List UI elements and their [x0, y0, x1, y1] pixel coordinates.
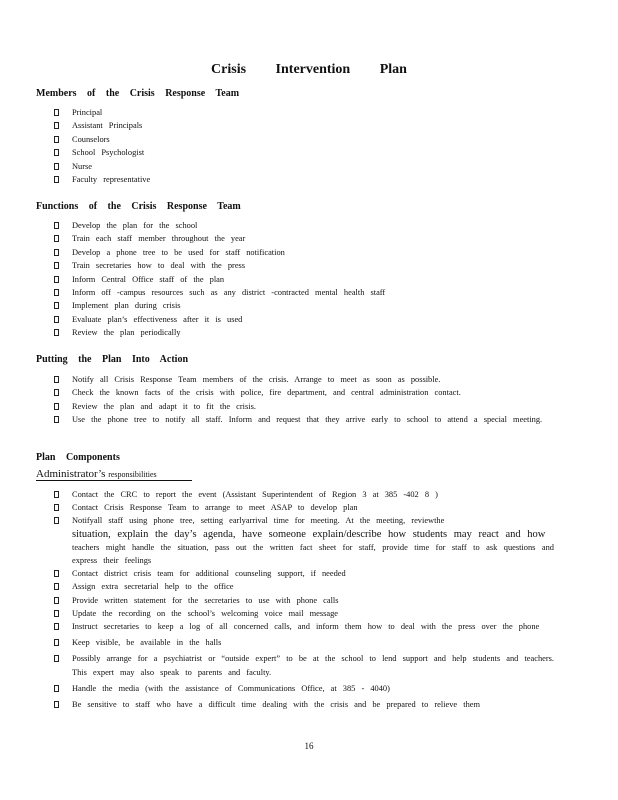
bullet-icon	[54, 517, 59, 524]
list-item: Instruct secretaries to keep a log of all concerned calls, and inform them how to deal with the press over the phone	[54, 620, 554, 633]
bullet-icon	[54, 262, 59, 269]
bullet-icon	[54, 163, 59, 170]
page-title: Crisis Intervention Plan	[211, 62, 407, 77]
bullet-icon	[54, 639, 59, 646]
bullet-icon	[54, 235, 59, 242]
list-item: Review the plan periodically	[54, 326, 554, 339]
list-item: Train secretaries how to deal with the press	[54, 259, 554, 272]
list-item: Provide written statement for the secretaries to use with phone calls	[54, 594, 554, 607]
bullet-icon	[54, 249, 59, 256]
bullet-icon	[54, 109, 59, 116]
list-item: Notify all Crisis Response Team members of the crisis. Arrange to meet as soon as possible.	[54, 373, 554, 386]
list-item: Contact Crisis Response Team to arrange to meet ASAP to develop plan	[54, 501, 554, 514]
list-item: Handle the media (with the assistance of Communications Office, at 385 - 4040)	[54, 682, 554, 695]
bullet-icon	[54, 403, 59, 410]
list-item: Train each staff member throughout the year	[54, 232, 554, 245]
list-item: Counselors	[54, 133, 554, 146]
bullet-icon	[54, 610, 59, 617]
list-item: Update the recording on the school’s welcoming voice mail message	[54, 607, 554, 620]
list-item: Contact the CRC to report the event (Assistant Superintendent of Region 3 at 385 -402 8 )	[54, 488, 554, 501]
bullet-icon	[54, 136, 59, 143]
list-item: Develop a phone tree to be used for staff notification	[54, 246, 554, 259]
bullet-icon	[54, 329, 59, 336]
bullet-icon	[54, 289, 59, 296]
bullet-icon	[54, 570, 59, 577]
list-item: Inform off -campus resources such as any district -contracted mental health staff	[54, 286, 554, 299]
bullet-icon	[54, 176, 59, 183]
bullet-icon	[54, 416, 59, 423]
functions-heading: Functions of the Crisis Response Team	[36, 201, 241, 212]
list-item: Review the plan and adapt it to fit the crisis.	[54, 400, 554, 413]
list-item: Check the known facts of the crisis with police, fire department, and central administration contact.	[54, 386, 554, 399]
list-item: Assign extra secretarial help to the office	[54, 580, 554, 593]
list-item: Keep visible, be available in the halls	[54, 636, 554, 649]
list-item: Notifyall staff using phone tree, setting earlyarrival time for meeting. At the meeting, reviewthe situation, explain the day’s agenda, have someone explain/describe how students may react and how teachers might handle the situation, pass out the written fact sheet for staff, provide time for staff to ask questions and express their feelings	[54, 514, 554, 567]
list-item: Assistant Principals	[54, 119, 554, 132]
list-item: Contact district crisis team for additional counseling support, if needed	[54, 567, 554, 580]
page-number: 16	[304, 741, 314, 751]
list-item: School Psychologist	[54, 146, 554, 159]
bullet-icon	[54, 685, 59, 692]
bullet-icon	[54, 302, 59, 309]
bullet-icon	[54, 149, 59, 156]
bullet-icon	[54, 491, 59, 498]
list-item: Possibly arrange for a psychiatrist or “outside expert” to be at the school to lend support and help students and teachers. This expert may also speak to parents and faculty.	[54, 652, 554, 678]
list-item: Evaluate plan’s effectiveness after it is used	[54, 313, 554, 326]
bullet-icon	[54, 701, 59, 708]
list-item: Inform Central Office staff of the plan	[54, 273, 554, 286]
administrator-responsibilities-subheading: Administrator’s responsibilities	[36, 468, 157, 480]
list-item: Be sensitive to staff who have a difficult time dealing with the crisis and be prepared to relieve them	[54, 698, 554, 711]
list-item: Develop the plan for the school	[54, 219, 554, 232]
bullet-icon	[54, 122, 59, 129]
bullet-icon	[54, 623, 59, 630]
members-heading: Members of the Crisis Response Team	[36, 88, 240, 99]
list-item: Principal	[54, 106, 554, 119]
bullet-icon	[54, 583, 59, 590]
bullet-icon	[54, 376, 59, 383]
list-item: Nurse	[54, 160, 554, 173]
list-item: Implement plan during crisis	[54, 299, 554, 312]
bullet-icon	[54, 504, 59, 511]
functions-list	[54, 219, 554, 340]
bullet-icon	[54, 222, 59, 229]
action-heading: Putting the Plan Into Action	[36, 354, 189, 365]
action-list	[54, 373, 554, 427]
list-item: Use the phone tree to notify all staff. Inform and request that they arrive early to school to attend a special meeting.	[54, 413, 554, 426]
bullet-icon	[54, 316, 59, 323]
subheading-underline	[36, 480, 192, 481]
components-heading: Plan Components	[36, 452, 120, 463]
members-list	[54, 106, 554, 186]
components-list	[54, 488, 554, 711]
bullet-icon	[54, 389, 59, 396]
bullet-icon	[54, 276, 59, 283]
list-item: Faculty representative	[54, 173, 554, 186]
bullet-icon	[54, 655, 59, 662]
bullet-icon	[54, 597, 59, 604]
